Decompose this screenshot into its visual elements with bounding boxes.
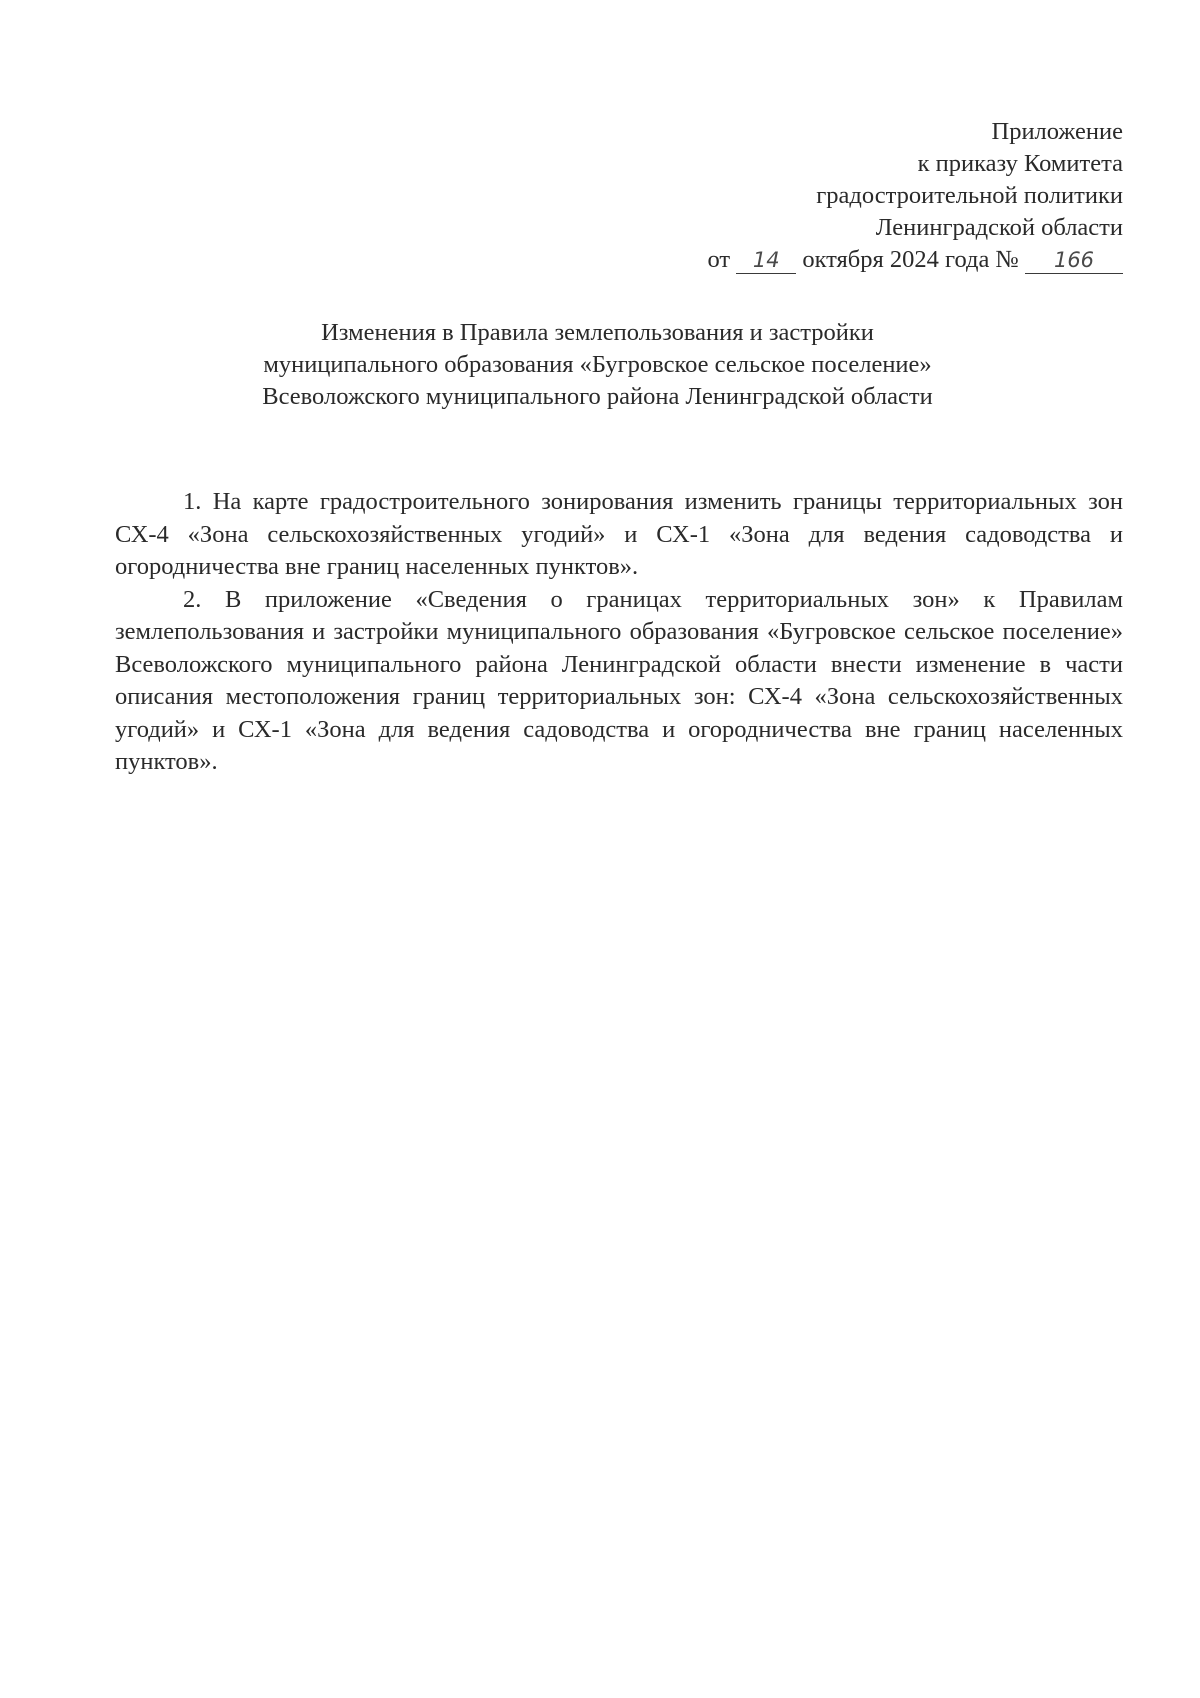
document-title — [150, 317, 1045, 413]
appendix-order-ref: к приказу Комитета — [917, 150, 1123, 177]
appendix-committee: градостроительной политики — [816, 182, 1123, 209]
handwritten-order-number: 166 — [1025, 247, 1123, 274]
handwritten-day: 14 — [736, 247, 796, 274]
paragraph-2: 2. В приложение «Сведения о границах территориальных зон» к Правилам землепользования и застройки муниципального образования «Бугровское сельское поселение» Всеволожского муниципального района Ленинградской области внести изменение в части описания местоположения границ территориальных зон: СХ-4 «Зона сельскохозяйственных угодий» и СХ-1 «Зона для ведения садоводства и огородничества вне границ населенных пунктов». — [115, 585, 1123, 775]
title-line-3: Всеволожского муниципального района Ленинградской области — [262, 383, 933, 410]
appendix-date-line — [560, 244, 1123, 276]
title-line-1: Изменения в Правила землепользования и застройки — [321, 319, 874, 346]
date-middle: октября 2024 года № — [802, 246, 1019, 273]
appendix-label: Приложение — [991, 118, 1123, 145]
appendix-header — [560, 116, 1123, 276]
date-prefix: от — [707, 246, 731, 273]
paragraph-1: 1. На карте градостроительного зонирования изменить границы территориальных зон СХ-4 «Зона сельскохозяйственных угодий» и СХ-1 «Зона для ведения садоводства и огородничества вне границ населенных пунктов». — [115, 488, 1123, 580]
title-line-2: муниципального образования «Бугровское сельское поселение» — [263, 351, 932, 378]
appendix-region: Ленинградской области — [875, 214, 1123, 241]
document-body — [115, 486, 1123, 779]
